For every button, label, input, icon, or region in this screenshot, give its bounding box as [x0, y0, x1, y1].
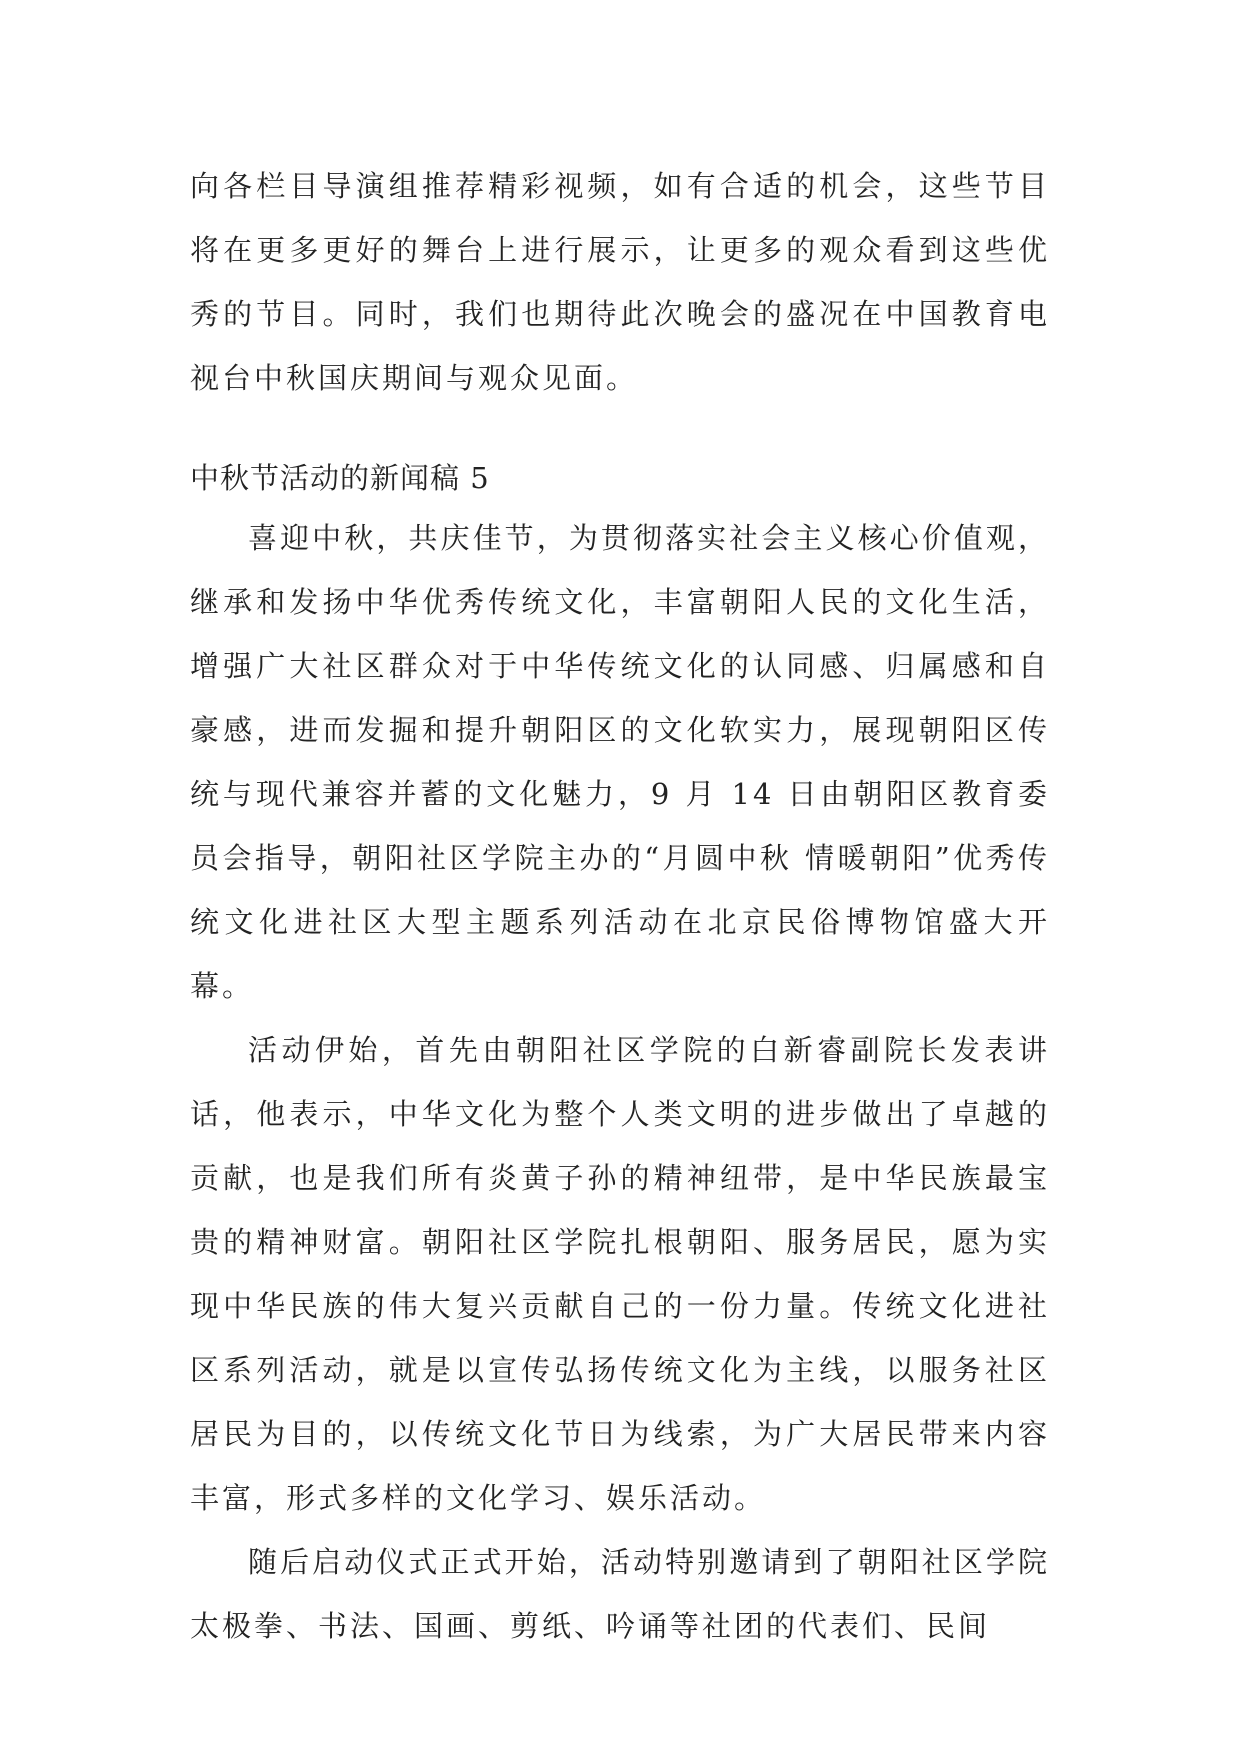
intro-paragraph: 向各栏目导演组推荐精彩视频，如有合适的机会，这些节目将在更多更好的舞台上进行展示，让更多的观众看到这些优秀的节目。同时，我们也期待此次晚会的盛况在中国教育电视台中秋国庆期间与观众见面。: [190, 169, 1050, 395]
paragraph: 喜迎中秋，共庆佳节，为贯彻落实社会主义核心价值观，继承和发扬中华优秀传统文化，丰富朝阳人民的文化生活，增强广大社区群众对于中华传统文化的认同感、归属感和自豪感，进而发掘和提升朝阳区的文化软实力，展现朝阳区传统与现代兼容并蓄的文化魅力，9 月 14 日由朝阳区教育委员会指导，朝阳社区学院主办的“月圆中秋 情暖朝阳”优秀传统文化进社区大型主题系列活动在北京民俗博物馆盛大开幕。: [190, 521, 1050, 1003]
paragraph: 活动伊始，首先由朝阳社区学院的白新睿副院长发表讲话，他表示，中华文化为整个人类文明的进步做出了卓越的贡献，也是我们所有炎黄子孙的精神纽带，是中华民族最宝贵的精神财富。朝阳社区学院扎根朝阳、服务居民，愿为实现中华民族的伟大复兴贡献自己的一份力量。传统文化进社区系列活动，就是以宣传弘扬传统文化为主线，以服务社区居民为目的，以传统文化节日为线索，为广大居民带来内容丰富，形式多样的文化学习、娱乐活动。: [190, 1033, 1050, 1515]
section-heading: 中秋节活动的新闻稿 5: [190, 461, 490, 495]
article-body: [190, 506, 1050, 1658]
paragraph: 随后启动仪式正式开始，活动特别邀请到了朝阳社区学院太极拳、书法、国画、剪纸、吟诵等社团的代表们、民间: [190, 1545, 1050, 1643]
